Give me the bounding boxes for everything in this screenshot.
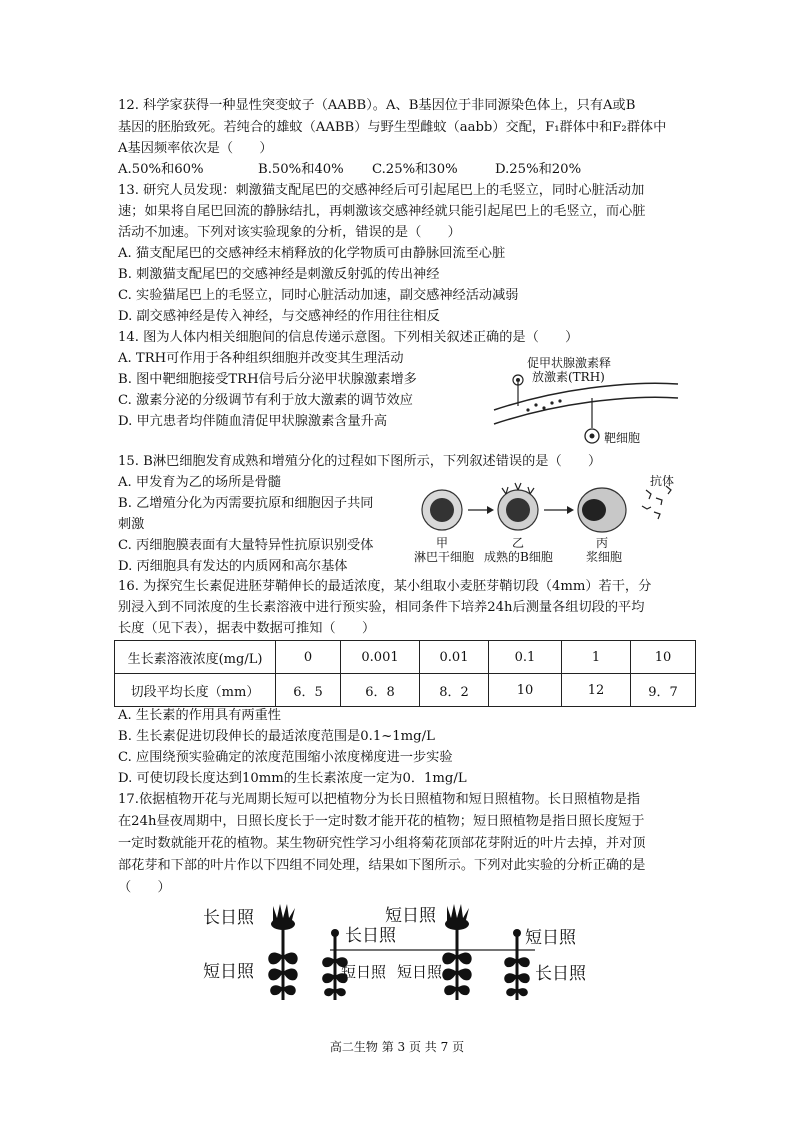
- table-header-length: 切段平均长度（mm）: [115, 674, 276, 707]
- trh-signaling-figure: [490, 348, 680, 453]
- trh-label-line-1: 促甲状腺激素释: [527, 356, 612, 370]
- table-cell: 0.001: [341, 641, 420, 674]
- q15-option-b-cont: 刺激: [118, 517, 145, 532]
- q15-option-c: C. 丙细胞膜表面有大量特异性抗原识别受体: [118, 538, 374, 553]
- table-cell: 9．7: [631, 674, 696, 707]
- q15-stem: 15. B淋巴细胞发育成熟和增殖分化的过程如下图所示，下列叙述错误的是（ ）: [118, 454, 602, 469]
- q12-option-c: C.25%和30%: [372, 162, 458, 177]
- q12-stem-line-1: 12. 科学家获得一种显性突变蚊子（AABB）。A、B基因位于非同源染色体上，只有A或B: [118, 98, 636, 113]
- table-cell: 0: [276, 641, 341, 674]
- table-cell: 6．5: [276, 674, 341, 707]
- q17-stem-line-5: （ ）: [118, 880, 171, 895]
- q12-option-d: D.25%和20%: [495, 162, 582, 177]
- q13-option-a: A. 猫支配尾巴的交感神经末梢释放的化学物质可由静脉回流至心脏: [118, 246, 506, 261]
- q16-stem-line-2: 别浸入到不同浓度的生长素溶液中进行预实验，相同条件下培养24h后测量各组切段的平均: [118, 600, 645, 615]
- q12-stem-line-2: 基因的胚胎致死。若纯合的雄蚊（AABB）与野生型雌蚊（aabb）交配，F₁群体中和F₂群体中: [118, 120, 667, 135]
- q17-stem-line-3: 一定时数就能开花的植物。某生物研究性学习小组将菊花顶部花芽附近的叶片去掉，并对顶: [118, 836, 646, 851]
- q14-option-b: B. 图中靶细胞接受TRH信号后分泌甲状腺激素增多: [118, 372, 417, 387]
- table-cell: 6．8: [341, 674, 420, 707]
- table-cell: 0.01: [420, 641, 489, 674]
- table-cell: 8．2: [420, 674, 489, 707]
- q15-option-b: B. 乙增殖分化为丙需要抗原和细胞因子共同: [118, 496, 374, 511]
- cell-jia-desc: 淋巴干细胞: [414, 550, 475, 564]
- q12-option-a: A.50%和60%: [118, 162, 204, 177]
- cell-yi-name: 乙: [512, 536, 525, 550]
- q14-stem: 14. 图为人体内相关细胞间的信息传递示意图。下列相关叙述正确的是（ ）: [118, 330, 579, 345]
- table-row: [115, 641, 696, 674]
- q16-option-a: A. 生长素的作用具有两重性: [118, 708, 281, 723]
- cell-bing-desc: 浆细胞: [586, 550, 623, 564]
- plant-3-bottom-label: 短日照: [397, 963, 443, 981]
- plant-4-bottom-label: 长日照: [535, 964, 586, 984]
- plant-1-bottom-label: 短日照: [203, 962, 254, 982]
- plant-3: [442, 904, 471, 1000]
- q14-option-c: C. 激素分泌的分级调节有利于放大激素的调节效应: [118, 393, 413, 408]
- q13-stem-line-2: 速；如果将自尾巴回流的静脉结扎，再刺激该交感神经就只能引起尾巴上的毛竖立，而心脏: [118, 204, 646, 219]
- b-cell-development-figure: [410, 472, 700, 572]
- q17-stem-line-2: 在24h昼夜周期中，日照长度长于一定时数才能开花的植物；短日照植物是指日照长度短于: [118, 814, 645, 829]
- q13-option-c: C. 实验猫尾巴上的毛竖立，同时心脏活动加速，副交感神经活动减弱: [118, 288, 519, 303]
- cell-bing-name: 丙: [596, 536, 609, 550]
- q16-stem-line-1: 16. 为探究生长素促进胚芽鞘伸长的最适浓度，某小组取小麦胚芽鞘切段（4mm）若干，分: [118, 579, 652, 594]
- cell-yi-desc: 成熟的B细胞: [484, 550, 553, 564]
- q16-option-d: D. 可使切段长度达到10mm的生长素浓度一定为0．1mg/L: [118, 771, 467, 786]
- q15-option-a: A. 甲发育为乙的场所是骨髓: [118, 475, 281, 490]
- q16-option-b: B. 生长素促进切段伸长的最适浓度范围是0.1~1mg/L: [118, 729, 435, 744]
- table-row: [115, 674, 696, 707]
- q14-option-d: D. 甲亢患者均伴随血清促甲状腺激素含量升高: [118, 414, 388, 429]
- auxin-data-table: [114, 640, 696, 707]
- q15-option-d: D. 丙细胞具有发达的内质网和高尔基体: [118, 559, 348, 574]
- plant-3-top-label: 短日照: [385, 906, 436, 926]
- q12-option-b: B.50%和40%: [258, 162, 344, 177]
- q17-stem-line-4: 部花芽和下部的叶片作以下四组不同处理，结果如下图所示。下列对此实验的分析正确的是: [118, 858, 646, 873]
- trh-label-line-2: 放激素(TRH): [532, 370, 605, 384]
- q13-option-d: D. 副交感神经是传入神经，与交感神经的作用往往相反: [118, 309, 440, 324]
- q13-stem-line-3: 活动不加速。下列对该实验现象的分析，错误的是（ ）: [118, 225, 461, 240]
- table-cell: 12: [562, 674, 631, 707]
- q13-option-b: B. 刺激猫支配尾巴的交感神经是刺激反射弧的传出神经: [118, 267, 440, 282]
- q17-stem-line-1: 17.依据植物开花与光周期长短可以把植物分为长日照植物和短日照植物。长日照植物是指: [118, 792, 641, 807]
- q16-option-c: C. 应围绕预实验确定的浓度范围缩小浓度梯度进一步实验: [118, 750, 453, 765]
- cell-jia-name: 甲: [436, 536, 449, 550]
- target-cell-label: 靶细胞: [604, 431, 641, 445]
- table-cell: 10: [489, 674, 562, 707]
- page-footer: 高二生物 第 3 页 共 7 页: [329, 1040, 465, 1054]
- table-cell: 0.1: [489, 641, 562, 674]
- plant-1-top-label: 长日照: [203, 908, 254, 928]
- table-cell: 1: [562, 641, 631, 674]
- plant-2-top-label: 长日照: [345, 926, 396, 946]
- photoperiod-figure: [195, 900, 605, 1010]
- q12-stem-line-3: A基因频率依次是（ ）: [118, 141, 273, 156]
- q16-stem-line-3: 长度（见下表），据表中数据可推知（ ）: [118, 621, 376, 636]
- plant-2-bottom-label: 短日照: [341, 963, 387, 981]
- table-cell: 10: [631, 641, 696, 674]
- q13-stem-line-1: 13. 研究人员发现：刺激猫支配尾巴的交感神经后可引起尾巴上的毛竖立，同时心脏活动加: [118, 183, 645, 198]
- table-header-concentration: 生长素溶液浓度(mg/L): [115, 641, 276, 674]
- q14-option-a: A. TRH可作用于各种组织细胞并改变其生理活动: [118, 351, 404, 366]
- plant-4-top-label: 短日照: [525, 928, 576, 948]
- antibody-label: 抗体: [650, 474, 675, 488]
- plant-1: [268, 904, 297, 1000]
